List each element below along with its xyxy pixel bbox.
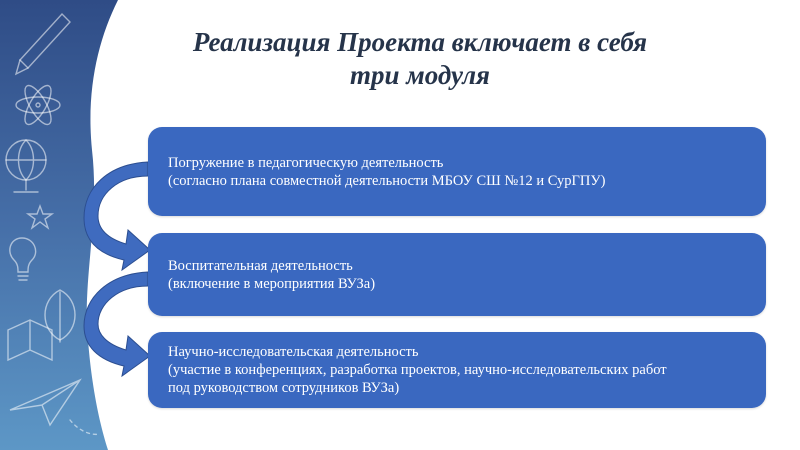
- curved-arrow-icon: [78, 160, 158, 272]
- module-3-detail: (участие в конференциях, разработка проектов, научно-исследовательских работ: [168, 362, 667, 378]
- module-3-detail-line-2: под руководством сотрудников ВУЗа): [168, 380, 400, 396]
- curved-arrow-icon: [78, 270, 158, 378]
- module-1-title: Погружение в педагогическую деятельность: [168, 154, 444, 171]
- page-title: [150, 26, 690, 92]
- title-line-2: три модуля: [350, 60, 490, 90]
- title-line-1: Реализация Проекта включает в себя: [192, 27, 648, 57]
- module-box-3: [148, 332, 766, 408]
- module-2-detail: (включение в мероприятия ВУЗа): [168, 275, 376, 292]
- module-1-detail: (согласно плана совместной деятельности МБОУ СШ №12 и СурГПУ): [168, 172, 606, 189]
- module-box-1: [148, 127, 766, 216]
- module-box-2: [148, 233, 766, 316]
- module-3-title: Научно-исследовательская деятельность: [168, 344, 419, 360]
- module-2-title: Воспитательная деятельность: [168, 257, 353, 274]
